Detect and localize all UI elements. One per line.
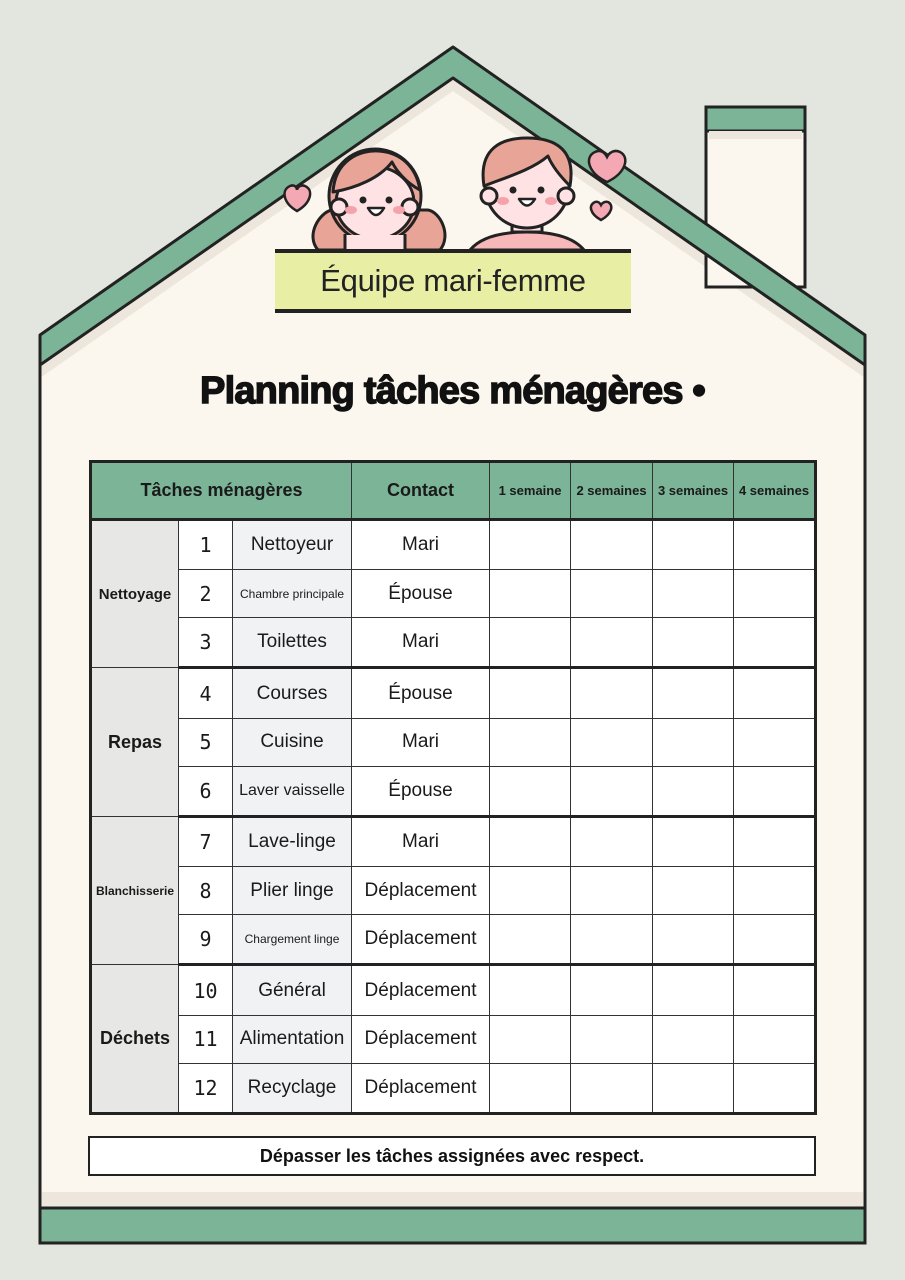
week-cell[interactable] bbox=[490, 668, 571, 718]
week-cell[interactable] bbox=[734, 1063, 816, 1113]
week-cell[interactable] bbox=[490, 618, 571, 668]
week-cell[interactable] bbox=[490, 816, 571, 866]
week-cell[interactable] bbox=[490, 1063, 571, 1113]
task-name: Courses bbox=[233, 668, 352, 718]
team-banner: Équipe mari-femme bbox=[275, 249, 631, 313]
task-name: Plier linge bbox=[233, 867, 352, 915]
task-number: 1 bbox=[179, 520, 233, 570]
task-contact: Mari bbox=[352, 618, 490, 668]
week-cell[interactable] bbox=[490, 570, 571, 618]
table-row bbox=[91, 618, 816, 668]
week-cell[interactable] bbox=[734, 520, 816, 570]
table-row bbox=[91, 766, 816, 816]
week-cell[interactable] bbox=[653, 520, 734, 570]
task-number: 5 bbox=[179, 718, 233, 766]
task-name: Toilettes bbox=[233, 618, 352, 668]
task-name: Chambre principale bbox=[233, 570, 352, 618]
week-cell[interactable] bbox=[734, 965, 816, 1015]
task-contact: Épouse bbox=[352, 668, 490, 718]
footer-note: Dépasser les tâches assignées avec respect. bbox=[88, 1136, 816, 1176]
task-number: 12 bbox=[179, 1063, 233, 1113]
week-cell[interactable] bbox=[490, 915, 571, 965]
week-cell[interactable] bbox=[490, 718, 571, 766]
week-cell[interactable] bbox=[734, 766, 816, 816]
week-cell[interactable] bbox=[653, 965, 734, 1015]
table-row bbox=[91, 1015, 816, 1063]
task-name: Laver vaisselle bbox=[233, 766, 352, 816]
task-number: 10 bbox=[179, 965, 233, 1015]
week-cell[interactable] bbox=[571, 570, 653, 618]
task-name: Cuisine bbox=[233, 718, 352, 766]
task-contact: Mari bbox=[352, 520, 490, 570]
week-cell[interactable] bbox=[734, 915, 816, 965]
task-number: 11 bbox=[179, 1015, 233, 1063]
week-cell[interactable] bbox=[734, 668, 816, 718]
week-cell[interactable] bbox=[734, 816, 816, 866]
week-cell[interactable] bbox=[734, 867, 816, 915]
table-row bbox=[91, 965, 816, 1015]
task-contact: Mari bbox=[352, 816, 490, 866]
header-contact: Contact bbox=[352, 462, 490, 520]
task-contact: Épouse bbox=[352, 570, 490, 618]
week-cell[interactable] bbox=[571, 718, 653, 766]
header-tasks: Tâches ménagères bbox=[91, 462, 352, 520]
table-row bbox=[91, 668, 816, 718]
week-cell[interactable] bbox=[653, 1063, 734, 1113]
task-contact: Mari bbox=[352, 718, 490, 766]
week-cell[interactable] bbox=[653, 718, 734, 766]
category-nettoyage: Nettoyage bbox=[91, 520, 179, 668]
week-cell[interactable] bbox=[571, 867, 653, 915]
header-week-2: 2 semaines bbox=[571, 462, 653, 520]
header-row bbox=[91, 462, 816, 520]
task-number: 8 bbox=[179, 867, 233, 915]
week-cell[interactable] bbox=[490, 867, 571, 915]
task-name: Recyclage bbox=[233, 1063, 352, 1113]
week-cell[interactable] bbox=[571, 1015, 653, 1063]
task-name: Chargement linge bbox=[233, 915, 352, 965]
table-row bbox=[91, 570, 816, 618]
task-name: Lave-linge bbox=[233, 816, 352, 866]
task-contact: Déplacement bbox=[352, 1015, 490, 1063]
week-cell[interactable] bbox=[571, 816, 653, 866]
house-base bbox=[40, 1208, 865, 1243]
week-cell[interactable] bbox=[653, 915, 734, 965]
table-row bbox=[91, 520, 816, 570]
task-number: 6 bbox=[179, 766, 233, 816]
task-contact: Déplacement bbox=[352, 965, 490, 1015]
week-cell[interactable] bbox=[653, 668, 734, 718]
table-row bbox=[91, 718, 816, 766]
table-row bbox=[91, 867, 816, 915]
task-number: 4 bbox=[179, 668, 233, 718]
task-number: 9 bbox=[179, 915, 233, 965]
task-name: Alimentation bbox=[233, 1015, 352, 1063]
week-cell[interactable] bbox=[571, 520, 653, 570]
week-cell[interactable] bbox=[490, 520, 571, 570]
category-dechets: Déchets bbox=[91, 965, 179, 1114]
category-repas: Repas bbox=[91, 668, 179, 816]
task-contact: Épouse bbox=[352, 766, 490, 816]
header-week-1: 1 semaine bbox=[490, 462, 571, 520]
task-number: 7 bbox=[179, 816, 233, 866]
week-cell[interactable] bbox=[571, 915, 653, 965]
week-cell[interactable] bbox=[653, 867, 734, 915]
week-cell[interactable] bbox=[653, 816, 734, 866]
table-row bbox=[91, 1063, 816, 1113]
page-title: Planning tâches ménagères • bbox=[200, 370, 705, 412]
table-row bbox=[91, 915, 816, 965]
task-contact: Déplacement bbox=[352, 867, 490, 915]
week-cell[interactable] bbox=[571, 766, 653, 816]
week-cell[interactable] bbox=[571, 618, 653, 668]
week-cell[interactable] bbox=[490, 766, 571, 816]
task-number: 3 bbox=[179, 618, 233, 668]
week-cell[interactable] bbox=[734, 570, 816, 618]
week-cell[interactable] bbox=[734, 618, 816, 668]
week-cell[interactable] bbox=[653, 570, 734, 618]
week-cell[interactable] bbox=[571, 965, 653, 1015]
week-cell[interactable] bbox=[490, 965, 571, 1015]
task-contact: Déplacement bbox=[352, 1063, 490, 1113]
header-week-3: 3 semaines bbox=[653, 462, 734, 520]
week-cell[interactable] bbox=[734, 718, 816, 766]
week-cell[interactable] bbox=[571, 668, 653, 718]
task-contact: Déplacement bbox=[352, 915, 490, 965]
task-number: 2 bbox=[179, 570, 233, 618]
task-name: Nettoyeur bbox=[233, 520, 352, 570]
chore-schedule-table bbox=[89, 460, 817, 1115]
week-cell[interactable] bbox=[653, 1015, 734, 1063]
header-week-4: 4 semaines bbox=[734, 462, 816, 520]
category-blanchisserie: Blanchisserie bbox=[91, 816, 179, 964]
week-cell[interactable] bbox=[734, 1015, 816, 1063]
week-cell[interactable] bbox=[490, 1015, 571, 1063]
table-row bbox=[91, 816, 816, 866]
task-name: Général bbox=[233, 965, 352, 1015]
week-cell[interactable] bbox=[653, 618, 734, 668]
week-cell[interactable] bbox=[571, 1063, 653, 1113]
week-cell[interactable] bbox=[653, 766, 734, 816]
